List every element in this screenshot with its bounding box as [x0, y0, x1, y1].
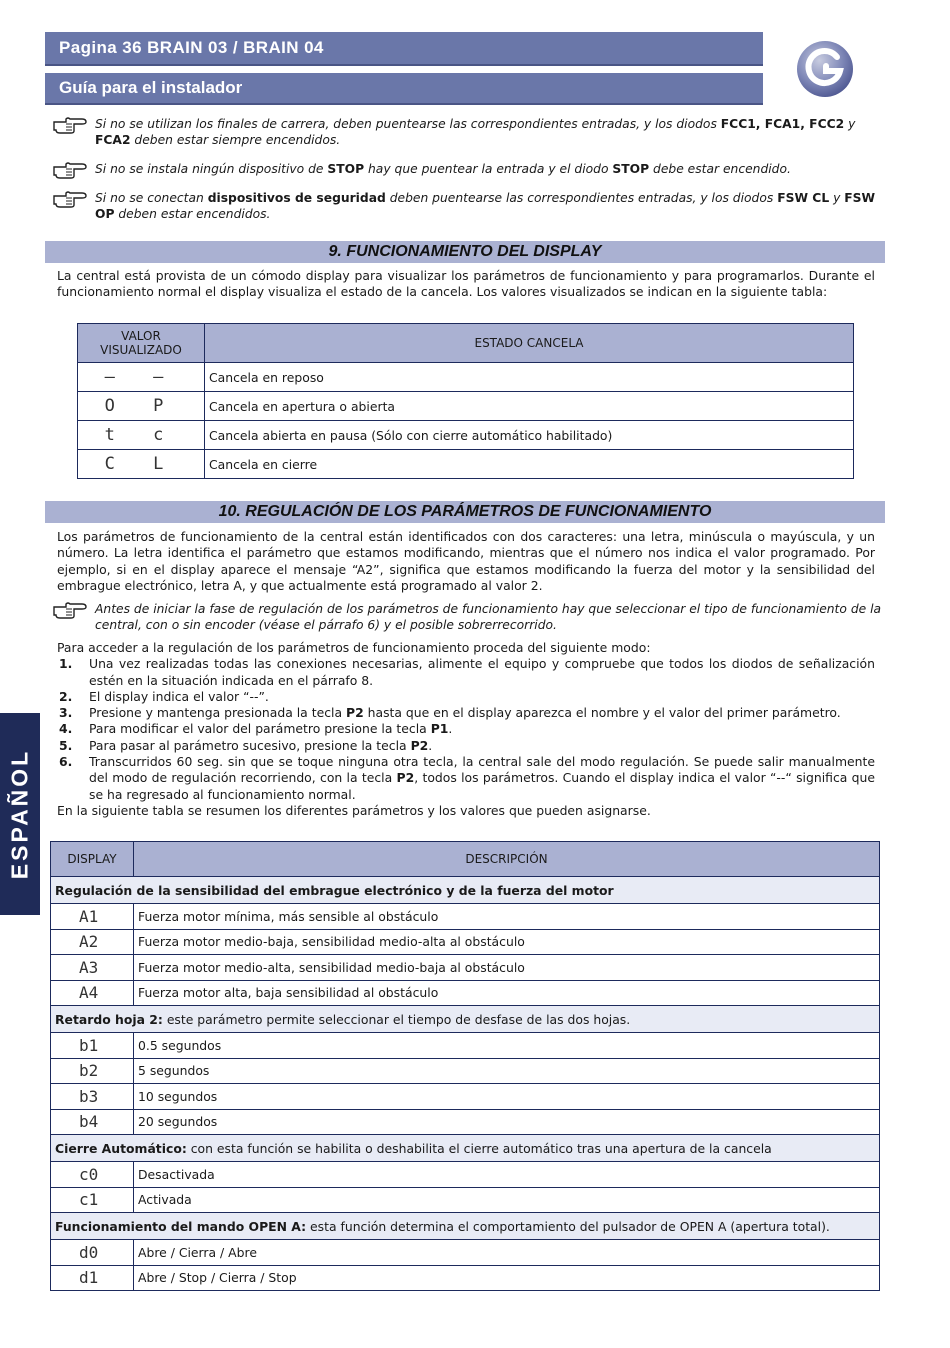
page-header: Pagina 36 BRAIN 03 / BRAIN 04 — [45, 32, 763, 66]
table-row — [51, 904, 880, 930]
bold-text: dispositivos de seguridad — [207, 191, 386, 205]
display-code: A1 — [51, 904, 134, 930]
step-number: 5. — [59, 737, 73, 753]
description-text: Fuerza motor medio-baja, sensibilidad medio-alta al obstáculo — [134, 929, 880, 955]
col-header-value: VALOR VISUALIZADO — [78, 324, 205, 363]
description-text: 20 segundos — [134, 1109, 880, 1135]
step-number: 2. — [59, 688, 73, 704]
instructions-list — [57, 640, 875, 819]
description-text: 10 segundos — [134, 1084, 880, 1110]
col-header-display: DISPLAY — [51, 842, 134, 877]
text-run: Para modificar el valor del parámetro presione la tecla — [89, 721, 431, 737]
table-row — [51, 1265, 880, 1291]
group-title: Retardo hoja 2: — [55, 1011, 163, 1027]
group-header — [51, 1006, 880, 1033]
table-row — [51, 1033, 880, 1059]
description-text: Fuerza motor mínima, más sensible al obstáculo — [134, 904, 880, 930]
list-item — [57, 705, 875, 721]
section-9-title: 9. FUNCIONAMIENTO DEL DISPLAY — [45, 241, 885, 263]
description-text: Fuerza motor alta, baja sensibilidad al obstáculo — [134, 980, 880, 1006]
section-10-title: 10. REGULACIÓN DE LOS PARÁMETROS DE FUNCIONAMIENTO — [45, 501, 885, 523]
bold-text: FCC1, FCA1, FCC2 — [720, 117, 845, 131]
summary-text: En la siguiente tabla se resumen los diferentes parámetros y los valores que pueden asignarse. — [57, 802, 651, 818]
status-text: Cancela abierta en pausa (Sólo con cierre automático habilitado) — [205, 421, 854, 450]
text-run: . — [448, 721, 453, 737]
display-code: t c — [78, 421, 205, 450]
list-item — [57, 721, 875, 737]
display-code: c1 — [51, 1187, 134, 1213]
text-run: hasta que en el display aparezca el nombre y el valor del primer parámetro. — [363, 705, 841, 721]
description-text: Fuerza motor medio-alta, sensibilidad medio-baja al obstáculo — [134, 955, 880, 981]
status-text: Cancela en apertura o abierta — [205, 392, 854, 421]
table-row — [78, 392, 854, 421]
group-title: Regulación de la sensibilidad del embrague electrónico y de la fuerza del motor — [55, 882, 614, 898]
text-run: Para pasar al parámetro sucesivo, presione la tecla — [89, 737, 411, 753]
bold-text: FCA2 — [95, 133, 131, 147]
description-text: Abre / Stop / Cierra / Stop — [134, 1265, 880, 1291]
status-text: Cancela en reposo — [205, 363, 854, 392]
section-10-intro: Los parámetros de funcionamiento de la central están identificados con dos caracteres: una letra, minúscula o mayúscula, y un número. La letra identifica el parámetro que estamos modificando, mientras que el número nos indica el valor programado. Por ejemplo, si en el display aparece el mensaje “A2”, significa que estamos modificando la fuerza del motor y la sensibilidad del embrague electrónico, letra A, y que actualmente está programado al valor 2. — [57, 529, 875, 594]
text-run: hay que puentear la entrada y el diodo — [364, 162, 613, 176]
text-run: El display indica el valor “--”. — [89, 688, 269, 704]
display-code: C L — [78, 450, 205, 479]
display-status-table — [77, 323, 854, 479]
list-item — [57, 754, 875, 803]
col-header-description: DESCRIPCIÓN — [134, 842, 880, 877]
table-row — [51, 980, 880, 1006]
table-row — [51, 1240, 880, 1266]
bold-text: P2 — [345, 705, 364, 721]
bold-text: FSW OP — [95, 191, 876, 221]
note-text — [95, 190, 885, 222]
group-title: Funcionamiento del mando OPEN A: — [55, 1218, 307, 1234]
table-row — [78, 421, 854, 450]
table-row — [51, 1058, 880, 1084]
text-run: Si no se instala ningún dispositivo de — [95, 162, 328, 176]
table-row — [51, 1187, 880, 1213]
display-code: d0 — [51, 1240, 134, 1266]
text-run: Si no se conectan — [95, 191, 208, 205]
display-code: b2 — [51, 1058, 134, 1084]
description-text: Abre / Cierra / Abre — [134, 1240, 880, 1266]
text-run: deben estar siempre encendidos. — [130, 133, 341, 147]
description-text: 0.5 segundos — [134, 1033, 880, 1059]
language-side-tab — [0, 713, 40, 915]
display-code: A3 — [51, 955, 134, 981]
group-header — [51, 877, 880, 904]
table-row — [51, 1162, 880, 1188]
display-code: b4 — [51, 1109, 134, 1135]
brand-logo-icon — [796, 40, 854, 98]
bold-text: P1 — [430, 721, 449, 737]
step-number: 6. — [59, 754, 73, 770]
table-row — [51, 1109, 880, 1135]
status-text: Cancela en cierre — [205, 450, 854, 479]
text-run: . — [428, 737, 433, 753]
list-item — [57, 656, 875, 689]
text-run: Transcurridos 60 seg. sin que se toque ninguna otra tecla, la central sale del modo regulación. Se puede salir manualmente del modo de regulación recorriendo, con la tecla — [89, 754, 875, 786]
text-run: deben estar encendidos. — [114, 207, 271, 221]
display-code: c0 — [51, 1162, 134, 1188]
table-row — [78, 450, 854, 479]
text-run: y — [829, 191, 845, 205]
group-header-row — [51, 877, 880, 904]
text-run: deben puentearse las correspondientes entradas, y los diodos — [385, 191, 778, 205]
text-run: , todos los parámetros. Cuando el display indica el valor “--“ significa que se ha regresado al funcionamiento normal. — [89, 770, 876, 802]
description-text: 5 segundos — [134, 1058, 880, 1084]
text-run: Una vez realizadas todas las conexiones necesarias, alimente el equipo y compruebe que todos los diodos de señalización estén en la situación indicada en el párrafo 8. — [89, 656, 875, 688]
display-code: b3 — [51, 1084, 134, 1110]
text-run: debe estar encendido. — [649, 162, 791, 176]
group-header — [51, 1135, 880, 1162]
step-number: 3. — [59, 705, 73, 721]
bold-text: STOP — [612, 162, 650, 176]
text-run: Si no se utilizan los finales de carrera, deben puentearse las correspondientes entradas, y los diodos — [95, 117, 721, 131]
parameters-table — [50, 841, 880, 1291]
group-header-row — [51, 1213, 880, 1240]
list-item — [57, 689, 875, 705]
bold-text: P2 — [410, 737, 429, 753]
bold-text: STOP — [327, 162, 365, 176]
group-title: Cierre Automático: — [55, 1140, 187, 1156]
group-description: con esta función se habilita o deshabilita el cierre automático tras una apertura de la cancela — [186, 1140, 772, 1156]
table-row — [51, 955, 880, 981]
description-text: Desactivada — [134, 1162, 880, 1188]
pointing-hand-icon — [52, 601, 88, 619]
text-run: y — [844, 117, 856, 131]
page-subheader: Guía para el instalador — [45, 73, 763, 105]
group-header — [51, 1213, 880, 1240]
text-run: Presione y mantenga presionada la tecla — [89, 705, 346, 721]
note-text — [95, 161, 885, 177]
list-item — [57, 738, 875, 754]
display-code: A4 — [51, 980, 134, 1006]
access-intro: Para acceder a la regulación de los parámetros de funcionamiento proceda del siguiente modo: — [57, 640, 651, 655]
group-header-row — [51, 1135, 880, 1162]
table-row — [78, 363, 854, 392]
bold-text: P2 — [396, 770, 415, 786]
display-code: O P — [78, 392, 205, 421]
section-9-intro: La central está provista de un cómodo display para visualizar los parámetros de funcionamiento y para programarlos. Durante el funcionamiento normal el display visualiza el estado de la cancela. Los valores visualizados se indican en la siguiente tabla: — [57, 268, 875, 300]
group-description: esta función determina el comportamiento del pulsador de OPEN A (apertura total). — [306, 1218, 830, 1234]
note-text — [95, 116, 885, 148]
table-row — [51, 929, 880, 955]
bold-text: FSW CL — [777, 191, 830, 205]
pointing-hand-icon — [52, 116, 88, 134]
note-text: Antes de iniciar la fase de regulación de los parámetros de funcionamiento hay que seleccionar el tipo de funcionamiento de la central, con o sin encoder (véase el párrafo 6) y el posible sobrerrecorrido. — [95, 602, 882, 632]
display-code: d1 — [51, 1265, 134, 1291]
table-row — [51, 1084, 880, 1110]
pointing-hand-icon — [52, 190, 88, 208]
description-text: Activada — [134, 1187, 880, 1213]
step-number: 4. — [59, 721, 73, 737]
language-label: ESPAÑOL — [6, 748, 33, 880]
col-header-status: ESTADO CANCELA — [205, 324, 854, 363]
pointing-hand-icon — [52, 161, 88, 179]
display-code: b1 — [51, 1033, 134, 1059]
display-code: A2 — [51, 929, 134, 955]
step-number: 1. — [59, 656, 73, 672]
group-description: este parámetro permite seleccionar el tiempo de desfase de las dos hojas. — [162, 1011, 631, 1027]
group-header-row — [51, 1006, 880, 1033]
display-code: – – — [78, 363, 205, 392]
